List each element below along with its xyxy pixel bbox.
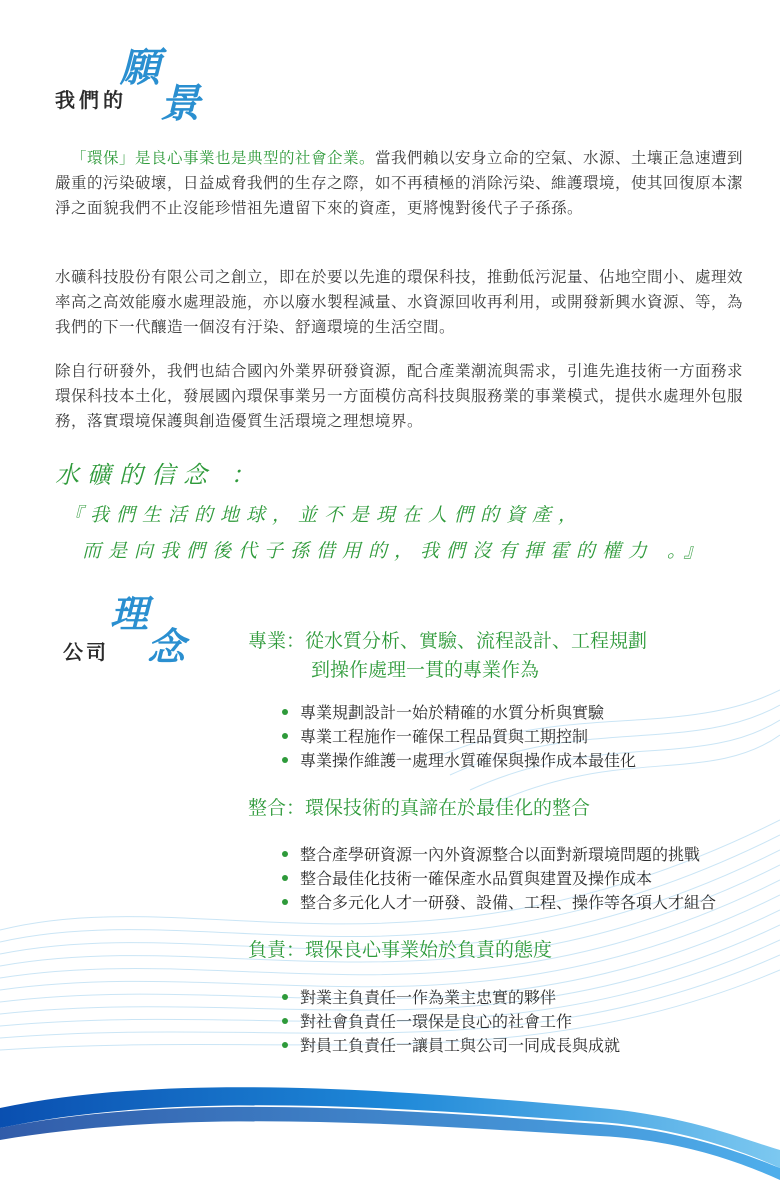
- vision-heading-char-1: 願: [120, 44, 160, 91]
- bullet-icon: [282, 875, 288, 881]
- list-item: 專業工程施作一確保工程品質與工期控制: [282, 725, 636, 749]
- belief-quote-line-1: 『我們生活的地球，並不是現在人們的資產，: [64, 504, 585, 526]
- professional-list: [282, 701, 636, 773]
- bullet-icon: [282, 709, 288, 715]
- vision-heading-small: 我們的: [55, 88, 127, 112]
- list-item: 專業操作維護一處理水質確保與操作成本最佳化: [282, 749, 636, 773]
- integration-list: [282, 843, 716, 915]
- belief-quote-line-2: 而是向我們後代子孫借用的，我們沒有揮霍的權力 。』: [82, 540, 710, 562]
- belief-title: 水礦的信念 ：: [55, 461, 263, 489]
- list-item: 專業規劃設計一始於精確的水質分析與實驗: [282, 701, 636, 725]
- list-item: 整合多元化人才一研發、設備、工程、操作等各項人才組合: [282, 891, 716, 915]
- vision-paragraph-2: 水礦科技股份有限公司之創立，即在於要以先進的環保科技，推動低污泥量、佔地空間小、處理效率高之高效能廢水處理設施，亦以廢水製程減量、水資源回收再利用，或開發新興水資源、等，為我們的下一代釀造一個沒有汙染、舒適環境的生活空間。: [55, 268, 744, 336]
- section-title-professional: 專業：從水質分析、實驗、流程設計、工程規劃: [248, 630, 648, 652]
- paragraph-highlight: 「環保」是良心事業也是典型的社會企業。: [71, 149, 376, 167]
- section-title-responsibility: 負責：環保良心事業始於負責的態度: [248, 939, 553, 961]
- vision-paragraph-3: 除自行研發外，我們也結合國內外業界研發資源，配合產業潮流與需求，引進先進技術一方面務求環保科技本土化，發展國內環保事業另一方面模仿高科技與服務業的事業模式，提供水處理外包服務，落實環境保護與創造優質生活環境之理想境界。: [55, 362, 744, 430]
- bullet-icon: [282, 851, 288, 857]
- section-title-integration: 整合：環保技術的真諦在於最佳化的整合: [248, 797, 591, 819]
- bullet-icon: [282, 1018, 288, 1024]
- bullet-icon: [282, 994, 288, 1000]
- bullet-icon: [282, 733, 288, 739]
- list-item: 對業主負責任一作為業主忠實的夥伴: [282, 986, 620, 1010]
- bullet-icon: [282, 757, 288, 763]
- bullet-icon: [282, 899, 288, 905]
- concept-heading-char-2: 念: [147, 624, 186, 669]
- paragraph-text: 當我們賴以安身立命的空氣、水源、土壤正急速遭到嚴重的污染破壞，日益威脅我們的生存之際，如不再積極的消除污染、維護環境，使其回復原本潔淨之面貌我們不止沒能珍惜祖先遺留下來的資產，更將愧對後代子子孫孫。: [55, 149, 744, 217]
- vision-heading-char-2: 景: [160, 80, 200, 127]
- concept-heading-small: 公司: [63, 640, 109, 664]
- section-subtitle-professional: 到操作處理一貫的專業作為: [311, 659, 540, 681]
- list-item: 對社會負責任一環保是良心的社會工作: [282, 1010, 620, 1034]
- responsibility-list: [282, 986, 620, 1058]
- bullet-icon: [282, 1042, 288, 1048]
- list-item: 整合最佳化技術一確保產水品質與建置及操作成本: [282, 867, 716, 891]
- concept-heading-char-1: 理: [110, 591, 149, 636]
- vision-paragraph-1: [55, 146, 745, 221]
- list-item: 整合產學研資源一內外資源整合以面對新環境問題的挑戰: [282, 843, 716, 867]
- list-item: 對員工負責任一讓員工與公司一同成長與成就: [282, 1034, 620, 1058]
